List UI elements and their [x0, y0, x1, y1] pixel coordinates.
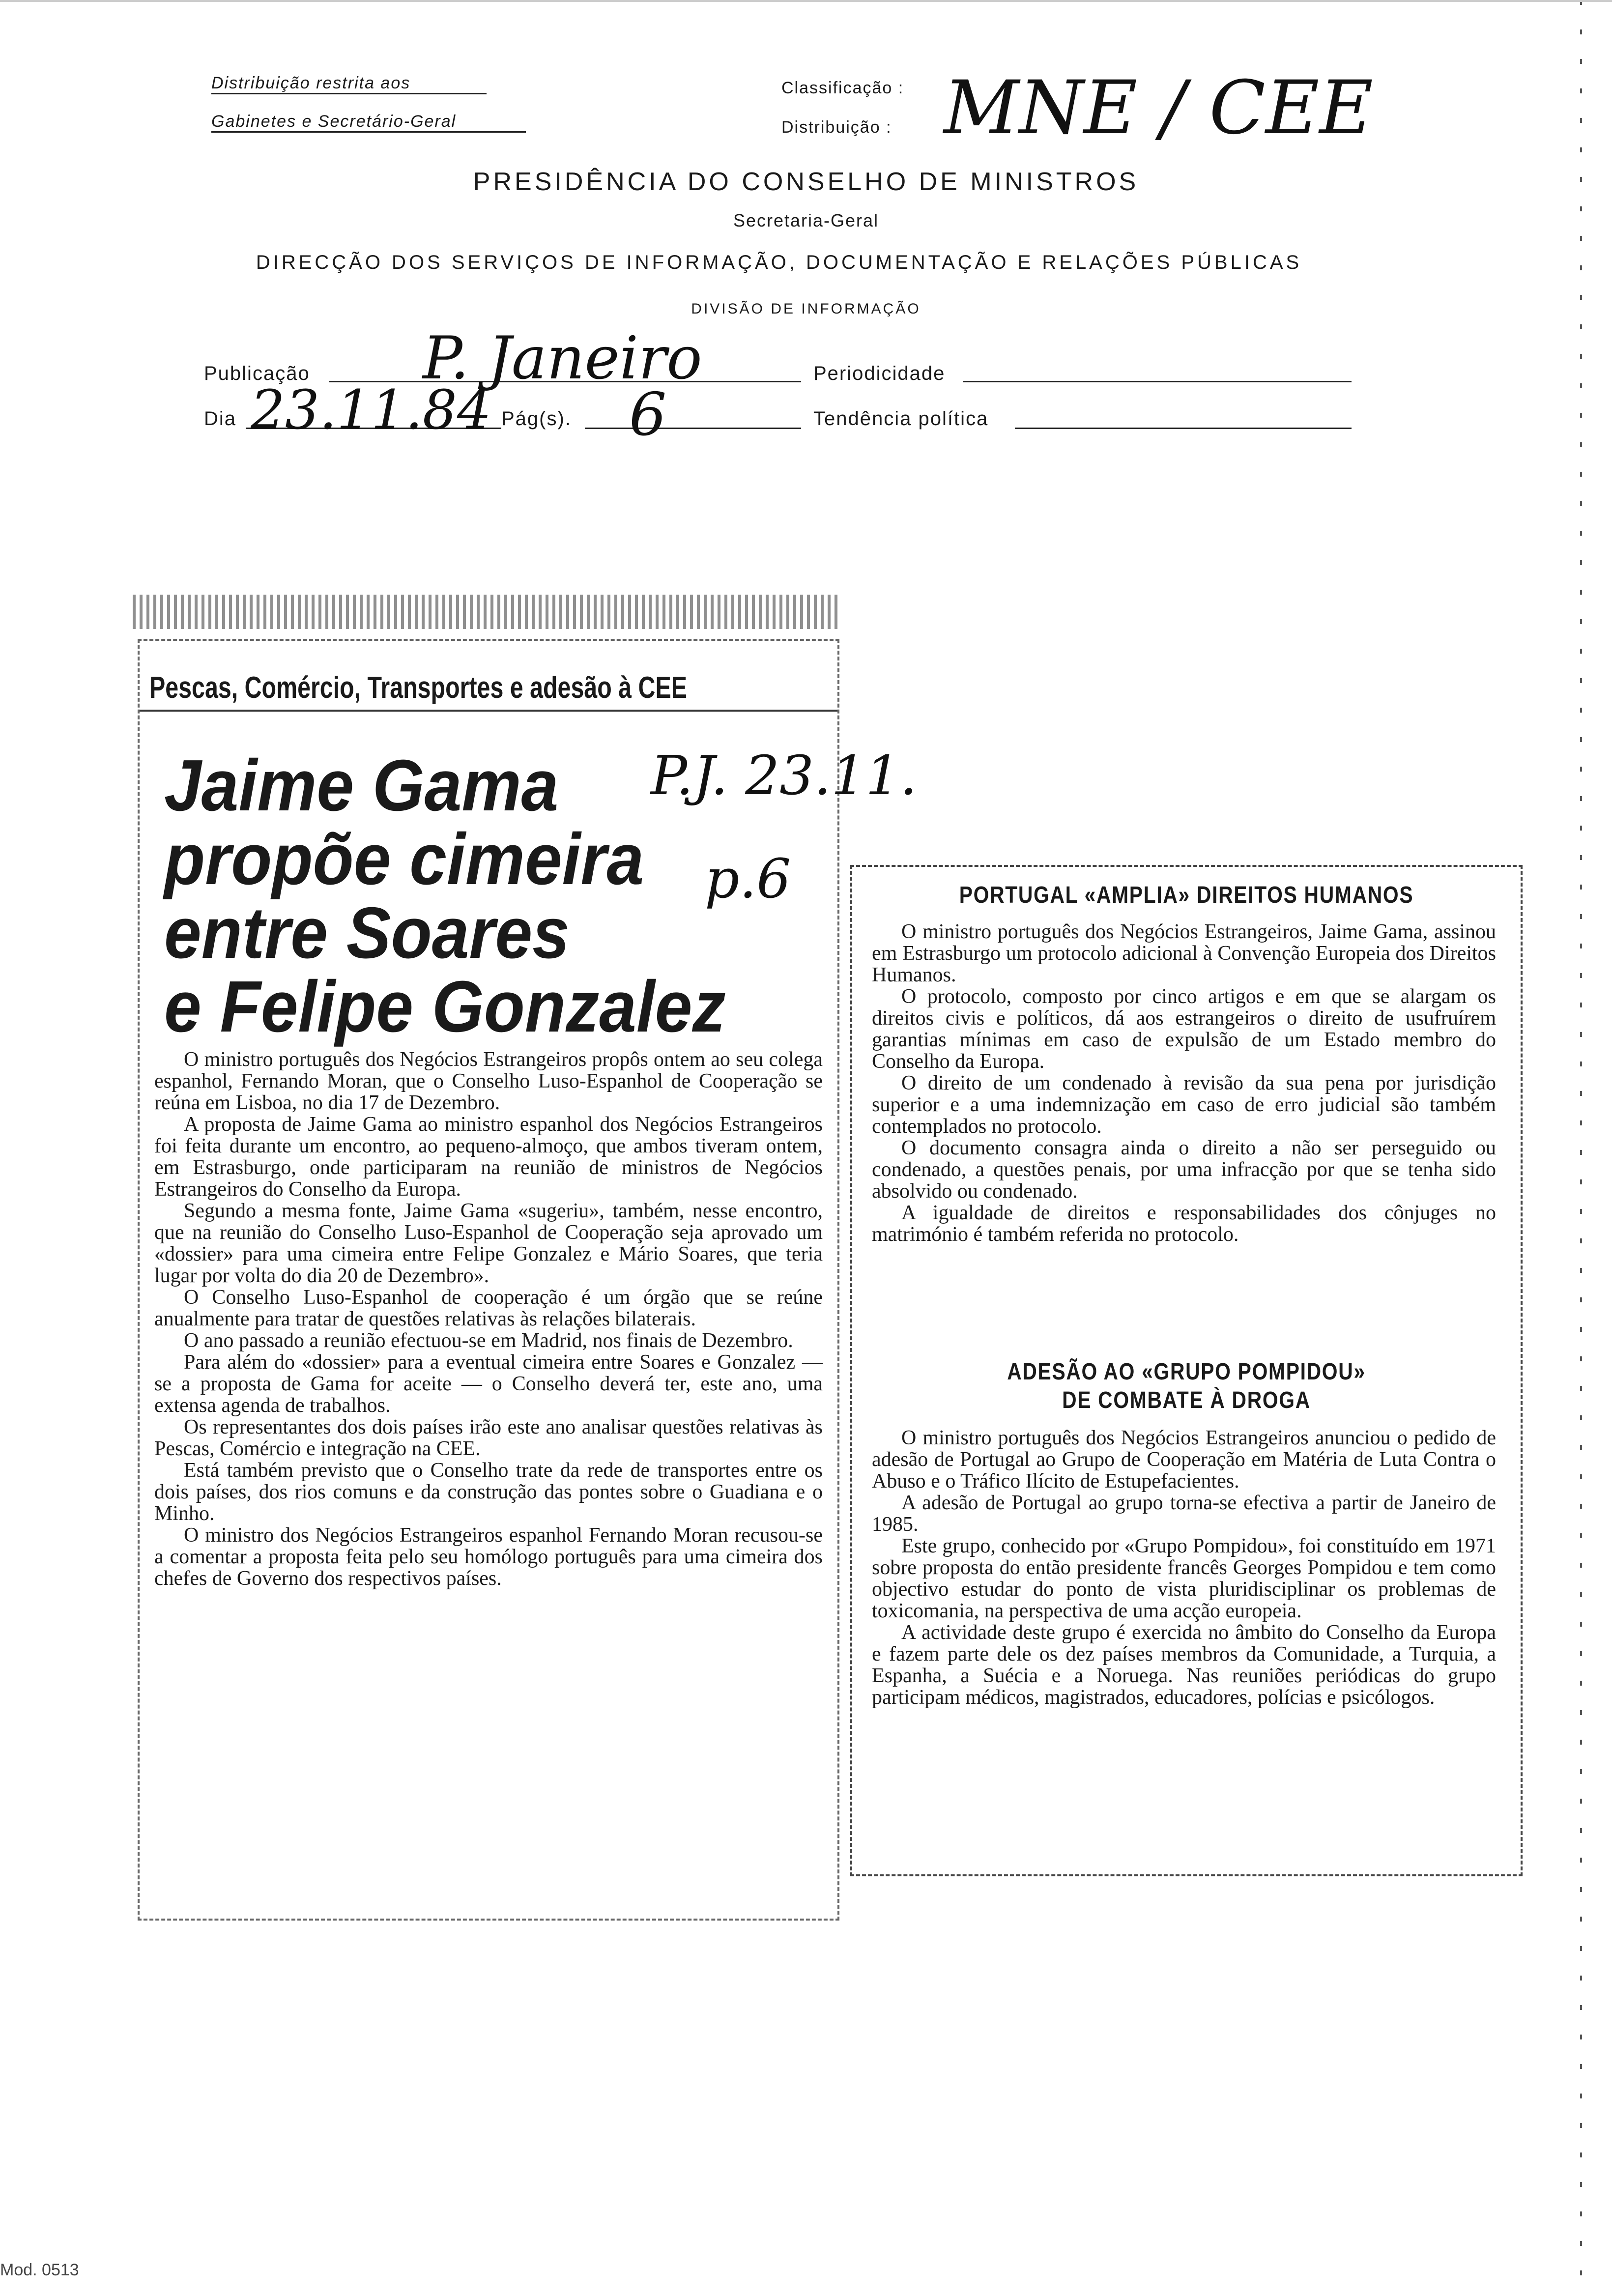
article-paragraph: O ministro português dos Negócios Estrangeiros anunciou o pedido de adesão de Portugal ao Grupo de Cooperação em Matéria de Luta Contra o Abuso e o Tráfico Ilícito de Estupefacientes.: [872, 1427, 1496, 1492]
clipping-right: [850, 865, 1523, 1876]
article-paragraph: O protocolo, composto por cinco artigos e em que se alargam os direitos civis e políticos, dá aos estrangeiros o direito de usufruírem garantias mínimas em caso de expulsão de um Estado membro do Conselho da Europa.: [872, 985, 1496, 1073]
right-headline-2b: DE COMBATE À DROGA: [1062, 1387, 1311, 1413]
article-kicker: Pescas, Comércio, Transportes e adesão à CEE: [149, 671, 687, 705]
kicker-rule: [140, 710, 837, 712]
margin-note-2: p.6: [705, 847, 791, 910]
article-paragraph: Para além do «dossier» para a eventual cimeira entre Soares e Gonzalez — se a proposta de Gama for aceite — o Conselho deverá ter, este ano, uma extensa agenda de trabalhos.: [154, 1351, 823, 1417]
article-paragraph: O ano passado a reunião efectuou-se em Madrid, nos finais de Dezembro.: [184, 1329, 793, 1352]
org-subtitle: Secretaria-Geral: [733, 210, 879, 230]
form-code: Mod. 0513: [0, 2261, 79, 2279]
right-body-2: [872, 1427, 1496, 1708]
distribution-label: Distribuição :: [781, 118, 892, 137]
tendency-label: Tendência política: [813, 408, 989, 430]
article-left-body: [154, 1049, 823, 1589]
article-paragraph: Está também previsto que o Conselho trate da rede de transportes entre os dois países, dos rios comuns e da construção das pontes sobre o Guadiana e o Minho.: [154, 1459, 823, 1525]
article-paragraph: Este grupo, conhecido por «Grupo Pompidou», foi constituído em 1971 sobre proposta do então presidente francês Georges Pompidou e tem como objectivo estudar do ponto de vista pluridisciplinar os problemas de toxicomania, na perspectiva de uma acção europeia.: [872, 1535, 1496, 1622]
restriction-line-1: Distribuição restrita aos: [211, 74, 487, 94]
pages-value: 6: [629, 381, 667, 449]
right-headline-1: PORTUGAL «AMPLIA» DIREITOS HUMANOS: [959, 882, 1414, 908]
article-paragraph: O documento consagra ainda o direito a não ser perseguido ou condenado, a questões penais, por uma infracção por que se tenha sido absolvido ou condenado.: [872, 1137, 1496, 1203]
article-paragraph: O direito de um condenado à revisão da sua pena por jurisdição superior e a uma indemnização em caso de erro judicial são também contemplados no protocolo.: [872, 1072, 1496, 1138]
clipping-left: [138, 639, 918, 1921]
classification-label: Classificação :: [781, 79, 904, 97]
periodicity-line: [963, 381, 1352, 382]
article-paragraph: O ministro português dos Negócios Estrangeiros propôs ontem ao seu colega espanhol, Fernando Moran, que o Conselho Luso-Espanhol de Cooperação se reúna em Lisboa, no dia 17 de Dezembro.: [154, 1048, 823, 1114]
scan-edge-right: [1580, 0, 1582, 2296]
article-paragraph: O ministro dos Negócios Estrangeiros espanhol Fernando Moran recusou-se a comentar a proposta feita pelo seu homólogo português para uma cimeira dos chefes de Governo dos respectivos países.: [154, 1524, 823, 1590]
distribution-handwritten: MNE / CEE: [944, 65, 1373, 151]
scan-edge-top: [0, 0, 1612, 2]
article-paragraph: Segundo a mesma fonte, Jaime Gama «sugeriu», também, nesse encontro, que na reunião do Conselho Luso-Espanhol de Cooperação seja aprovado um «dossier» para uma cimeira entre Felipe Gonzalez e Mário Soares, que teria lugar por volta do dia 20 de Dezembro».: [154, 1200, 823, 1287]
restriction-line-2: Gabinetes e Secretário-Geral: [211, 112, 526, 133]
directorate: DIRECÇÃO DOS SERVIÇOS DE INFORMAÇÃO, DOCUMENTAÇÃO E RELAÇÕES PÚBLICAS: [256, 252, 1302, 273]
tendency-line: [1015, 428, 1352, 429]
article-paragraph: O Conselho Luso-Espanhol de cooperação é um órgão que se reúne anualmente para tratar de questões relativas às relações bilaterais.: [154, 1286, 823, 1330]
pages-label: Pág(s).: [501, 408, 572, 430]
margin-note-1: P.J. 23.11.: [651, 744, 918, 807]
org-title: PRESIDÊNCIA DO CONSELHO DE MINISTROS: [473, 168, 1139, 196]
division: DIVISÃO DE INFORMAÇÃO: [691, 301, 921, 317]
right-headline-2a: ADESÃO AO «GRUPO POMPIDOU»: [1007, 1359, 1366, 1385]
pages-line: [585, 428, 801, 429]
headline-line-3: entre Soares: [164, 892, 570, 974]
day-value: 23.11.84: [251, 378, 491, 441]
periodicity-label: Periodicidade: [813, 363, 946, 384]
clipping-noise-top: [133, 595, 840, 629]
article-paragraph: A proposta de Jaime Gama ao ministro espanhol dos Negócios Estrangeiros foi feita durante um encontro, ao pequeno-almoço, que ambos tiveram ontem, em Estrasburgo, onde participaram na reunião de ministros de Negócios Estrangeiros do Conselho da Europa.: [154, 1113, 823, 1201]
headline-line-2: propõe cimeira: [164, 819, 644, 900]
article-paragraph: A actividade deste grupo é exercida no âmbito do Conselho da Europa e fazem parte dele os dez países membros da Comunidade, a Turquia, a Espanha, a Suécia e a Noruega. Nas reuniões periódicas do grupo participam médicos, magistrados, educadores, polícias e psicólogos.: [872, 1621, 1496, 1709]
publication-label: Publicação: [204, 363, 310, 384]
article-paragraph: A adesão de Portugal ao grupo torna-se efectiva a partir de Janeiro de 1985.: [872, 1492, 1496, 1536]
article-paragraph: A igualdade de direitos e responsabilidades dos cônjuges no matrimónio é também referida no protocolo.: [872, 1202, 1496, 1246]
article-paragraph: O ministro português dos Negócios Estrangeiros, Jaime Gama, assinou em Estrasburgo um protocolo adicional à Convenção Europeia dos Direitos Humanos.: [872, 920, 1496, 986]
article-paragraph: Os representantes dos dois países irão este ano analisar questões relativas às Pescas, Comércio e integração na CEE.: [154, 1416, 823, 1460]
headline-line-4: e Felipe Gonzalez: [164, 966, 726, 1047]
publication-value: P. Janeiro: [423, 324, 702, 393]
right-body-1: [872, 921, 1496, 1245]
headline-line-1: Jaime Gama: [164, 745, 559, 826]
day-label: Dia: [204, 408, 237, 430]
